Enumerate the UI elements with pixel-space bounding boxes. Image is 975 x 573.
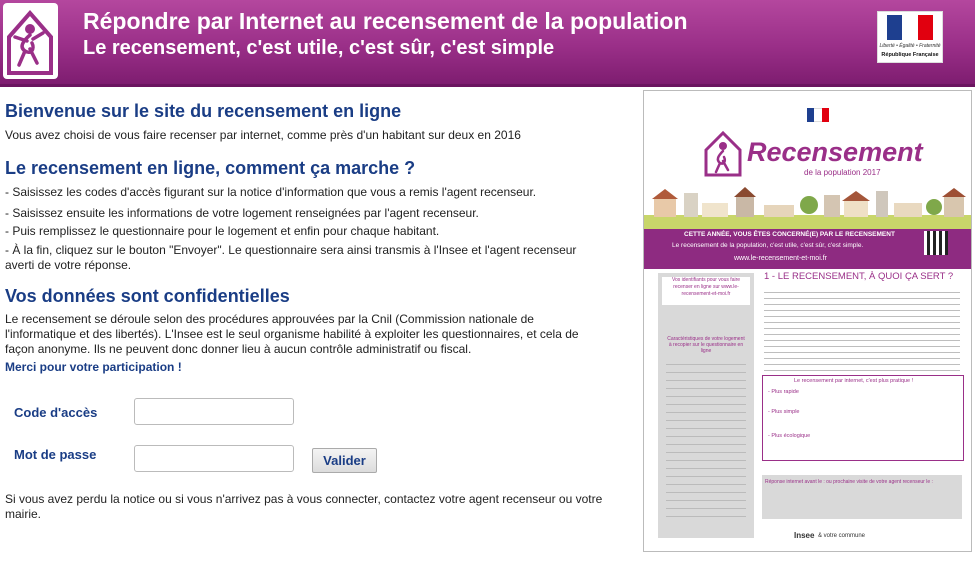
poster-insee-tag: & votre commune xyxy=(818,533,866,539)
poster-internet-title: Le recensement par internet, c'est plus pratique ! xyxy=(794,378,914,384)
help-note: Si vous avez perdu la notice ou si vous n'arrivez pas à vous connecter, contactez votre agent recenseur ou votre mairie. xyxy=(5,492,603,521)
rf-name: République Française xyxy=(881,52,939,58)
poster-insee: Insee xyxy=(794,531,815,540)
page-subtitle: Le recensement, c'est utile, c'est sûr, c'est simple xyxy=(83,37,555,59)
poster-ids-box: Vos identifiants pour vous faire recenser en ligne sur www.le-recensement-et-moi.fr xyxy=(662,277,750,305)
poster-form-lines xyxy=(666,357,746,517)
welcome-heading: Bienvenue sur le site du recensement en ligne xyxy=(5,101,402,121)
valider-button[interactable]: Valider xyxy=(312,448,377,473)
republique-francaise-logo xyxy=(877,11,943,63)
code-label: Code d'accès xyxy=(14,405,98,420)
thanks-text: Merci pour votre participation ! xyxy=(5,360,182,374)
recensement-logo xyxy=(3,3,58,79)
step-3: - Puis remplissez le questionnaire pour le logement et enfin pour chaque habitant. xyxy=(5,224,440,238)
step-4: - À la fin, cliquez sur le bouton "Envoyer". Le questionnaire sera ainsi transmis à l'Insee et l'agent recenseur averti de votre réponse. xyxy=(5,243,577,272)
page-title: Répondre par Internet au recensement de la population xyxy=(83,8,688,34)
privacy-heading: Vos données sont confidentielles xyxy=(5,286,290,306)
password-input[interactable] xyxy=(134,445,294,472)
poster-footer-box: Réponse internet avant le : ou prochaine visite de votre agent recenseur le : xyxy=(762,475,962,519)
poster-brand: Recensement xyxy=(747,137,923,167)
poster-section-title: 1 - LE RECENSEMENT, À QUOI ÇA SERT ? xyxy=(764,271,954,282)
poster-band-title: CETTE ANNÉE, VOUS ÊTES CONCERNÉ(E) PAR LE RECENSEMENT xyxy=(684,231,895,238)
poster-village-illustration xyxy=(644,185,971,229)
rf-motto: Liberté • Égalité • Fraternité xyxy=(879,43,941,49)
poster-internet-box xyxy=(762,375,964,461)
step-1: - Saisissez les codes d'accès figurant sur la notice d'information que vous a remis l'agent recenseur. xyxy=(5,185,537,199)
poster-logo-icon xyxy=(702,128,744,178)
poster-flag-icon xyxy=(807,108,829,122)
poster-bullet-1: - Plus rapide xyxy=(768,389,799,395)
privacy-text: Le recensement se déroule selon des procédures approuvées par la Cnil (Commission nationale de l'informatique et des libertés). L'Insee est le seul organisme habilité à exploiter les questionnaires, et cela de façon anonyme. Ils ne peuvent donc donner lieu à aucun contrôle administratif ou fiscal. xyxy=(5,312,579,356)
code-input[interactable] xyxy=(134,398,294,425)
poster-year: de la population 2017 xyxy=(804,168,881,177)
poster-form-title: Caractéristiques de votre logement à recopier sur le questionnaire en ligne xyxy=(667,336,745,354)
poster-band-text: Le recensement de la population, c'est utile, c'est sûr, c'est simple. xyxy=(672,242,864,249)
poster-body-text xyxy=(764,287,960,371)
welcome-text: Vous avez choisi de vous faire recenser par internet, comme près d'un habitant sur deux en 2016 xyxy=(5,128,521,142)
recensement-poster xyxy=(643,90,972,552)
qr-code-icon xyxy=(924,231,948,255)
how-heading: Le recensement en ligne, comment ça marche ? xyxy=(5,158,416,178)
poster-band-url: www.le-recensement-et-moi.fr xyxy=(734,255,827,262)
marianne-flag-icon xyxy=(887,15,933,40)
step-2: - Saisissez ensuite les informations de votre logement renseignées par l'agent recenseur. xyxy=(5,206,479,220)
poster-bullet-2: - Plus simple xyxy=(768,409,800,415)
header-banner xyxy=(0,0,975,84)
poster-bullet-3: - Plus écologique xyxy=(768,433,811,439)
password-label: Mot de passe xyxy=(14,447,97,462)
banner-divider xyxy=(0,84,975,87)
